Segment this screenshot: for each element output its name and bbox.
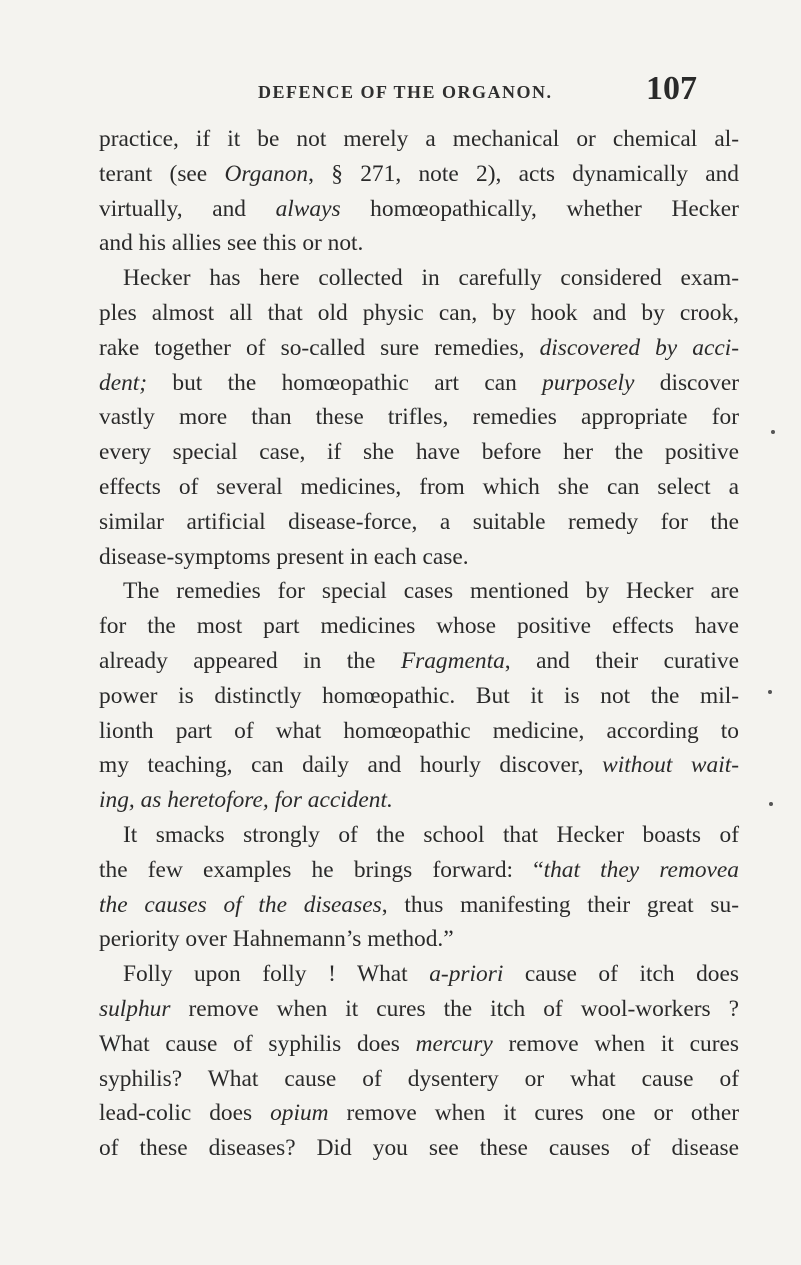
text-segment: my teaching, can daily and hourly discover, <box>99 752 603 779</box>
text-segment: every special case, if she have before her the positive <box>99 439 739 466</box>
text-line <box>99 435 739 470</box>
italic-text: discovered by acci- <box>539 334 740 361</box>
text-line <box>99 226 739 261</box>
italic-text: mercury <box>415 1030 493 1057</box>
text-segment: already appeared in the <box>99 647 401 674</box>
text-line <box>99 888 739 923</box>
text-segment: disease-symptoms present in each case. <box>99 543 469 570</box>
text-line <box>99 748 739 783</box>
page-number: 107 <box>646 70 697 107</box>
text-line <box>99 470 739 505</box>
text-segment: homœopathically, whether Hecker <box>340 195 739 222</box>
text-segment: The remedies for special cases mentioned by Hecker are <box>123 578 739 605</box>
text-line <box>99 1096 739 1131</box>
text-segment: for the most part medicines whose positive effects have <box>99 613 739 640</box>
text-segment: and his allies see this or not. <box>99 230 364 257</box>
italic-text: purposely <box>542 369 635 396</box>
text-line <box>99 366 739 401</box>
text-line <box>99 853 739 888</box>
text-segment: Hecker has here collected in carefully considered exam- <box>123 265 739 292</box>
margin-speck <box>768 690 772 694</box>
text-line <box>99 505 739 540</box>
text-line <box>99 644 739 679</box>
italic-text: that they removea <box>543 856 739 883</box>
italic-text: dent; <box>99 369 148 396</box>
italic-text: the causes of the diseases <box>99 891 382 918</box>
text-segment: periority over Hahnemann’s method.” <box>99 926 454 953</box>
italic-text: opium <box>270 1100 329 1127</box>
text-line <box>99 1062 739 1097</box>
running-title: DEFENCE OF THE ORGANON. <box>258 82 553 102</box>
text-segment: , thus manifesting their great su- <box>381 891 739 918</box>
text-segment: power is distinctly homœopathic. But it is not the mil- <box>99 682 739 709</box>
text-line <box>99 992 739 1027</box>
italic-text: a-priori <box>429 961 504 988</box>
text-line <box>99 540 739 575</box>
text-segment: lionth part of what homœopathic medicine, according to <box>99 717 739 744</box>
text-line <box>99 400 739 435</box>
text-line <box>99 818 739 853</box>
text-segment: remove when it cures <box>492 1030 740 1057</box>
italic-text: sulphur <box>99 995 171 1022</box>
text-segment: rake together of so-called sure remedies, <box>99 334 540 361</box>
italic-text: without wait- <box>602 752 739 779</box>
text-segment: virtually, and <box>99 195 276 222</box>
text-line <box>99 1027 739 1062</box>
italic-text: Organon <box>224 160 309 187</box>
text-line <box>99 261 739 296</box>
text-segment: lead-colic does <box>99 1100 271 1127</box>
text-segment: What cause of syphilis does <box>99 1030 416 1057</box>
text-segment: similar artificial disease-force, a suitable remedy for the <box>99 508 739 535</box>
text-segment: the few examples he brings forward: “ <box>99 856 544 883</box>
margin-speck <box>771 430 775 434</box>
text-segment: vastly more than these trifles, remedies appropriate for <box>99 404 739 431</box>
italic-text: ing, as heretofore, for accident. <box>99 787 393 814</box>
text-segment: , and their curative <box>504 647 739 674</box>
text-line <box>99 679 739 714</box>
text-segment: discover <box>634 369 739 396</box>
text-segment: of these diseases? Did you see these causes of disease <box>99 1135 739 1162</box>
text-line <box>99 714 739 749</box>
text-line <box>99 783 739 818</box>
text-segment: It smacks strongly of the school that Hecker boasts of <box>123 821 739 848</box>
text-line <box>99 192 739 227</box>
text-line <box>99 609 739 644</box>
italic-text: always <box>275 195 341 222</box>
text-segment: terant (see <box>99 160 225 187</box>
text-line <box>99 1131 739 1166</box>
text-line <box>99 157 739 192</box>
text-line <box>99 331 739 366</box>
text-segment: , § 271, note 2), acts dynamically and <box>308 160 739 187</box>
text-segment: but the homœopathic art can <box>147 369 543 396</box>
text-segment: effects of several medicines, from which she can select a <box>99 473 739 500</box>
italic-text: Fragmenta <box>400 647 505 674</box>
text-segment: practice, if it be not merely a mechanical or chemical al- <box>99 126 739 152</box>
text-line <box>99 574 739 609</box>
text-segment: ples almost all that old physic can, by hook and by crook, <box>99 299 739 326</box>
text-line <box>99 922 739 957</box>
margin-speck <box>769 802 773 806</box>
text-segment: Folly upon folly ! What <box>123 961 430 988</box>
body-text <box>99 122 739 1166</box>
text-line <box>99 957 739 992</box>
text-segment: remove when it cures the itch of wool-workers ? <box>170 995 739 1022</box>
text-segment: remove when it cures one or other <box>328 1100 739 1127</box>
text-segment: syphilis? What cause of dysentery or what cause of <box>99 1065 739 1092</box>
text-line <box>99 296 739 331</box>
text-line <box>99 122 739 157</box>
text-segment: cause of itch does <box>503 961 739 988</box>
